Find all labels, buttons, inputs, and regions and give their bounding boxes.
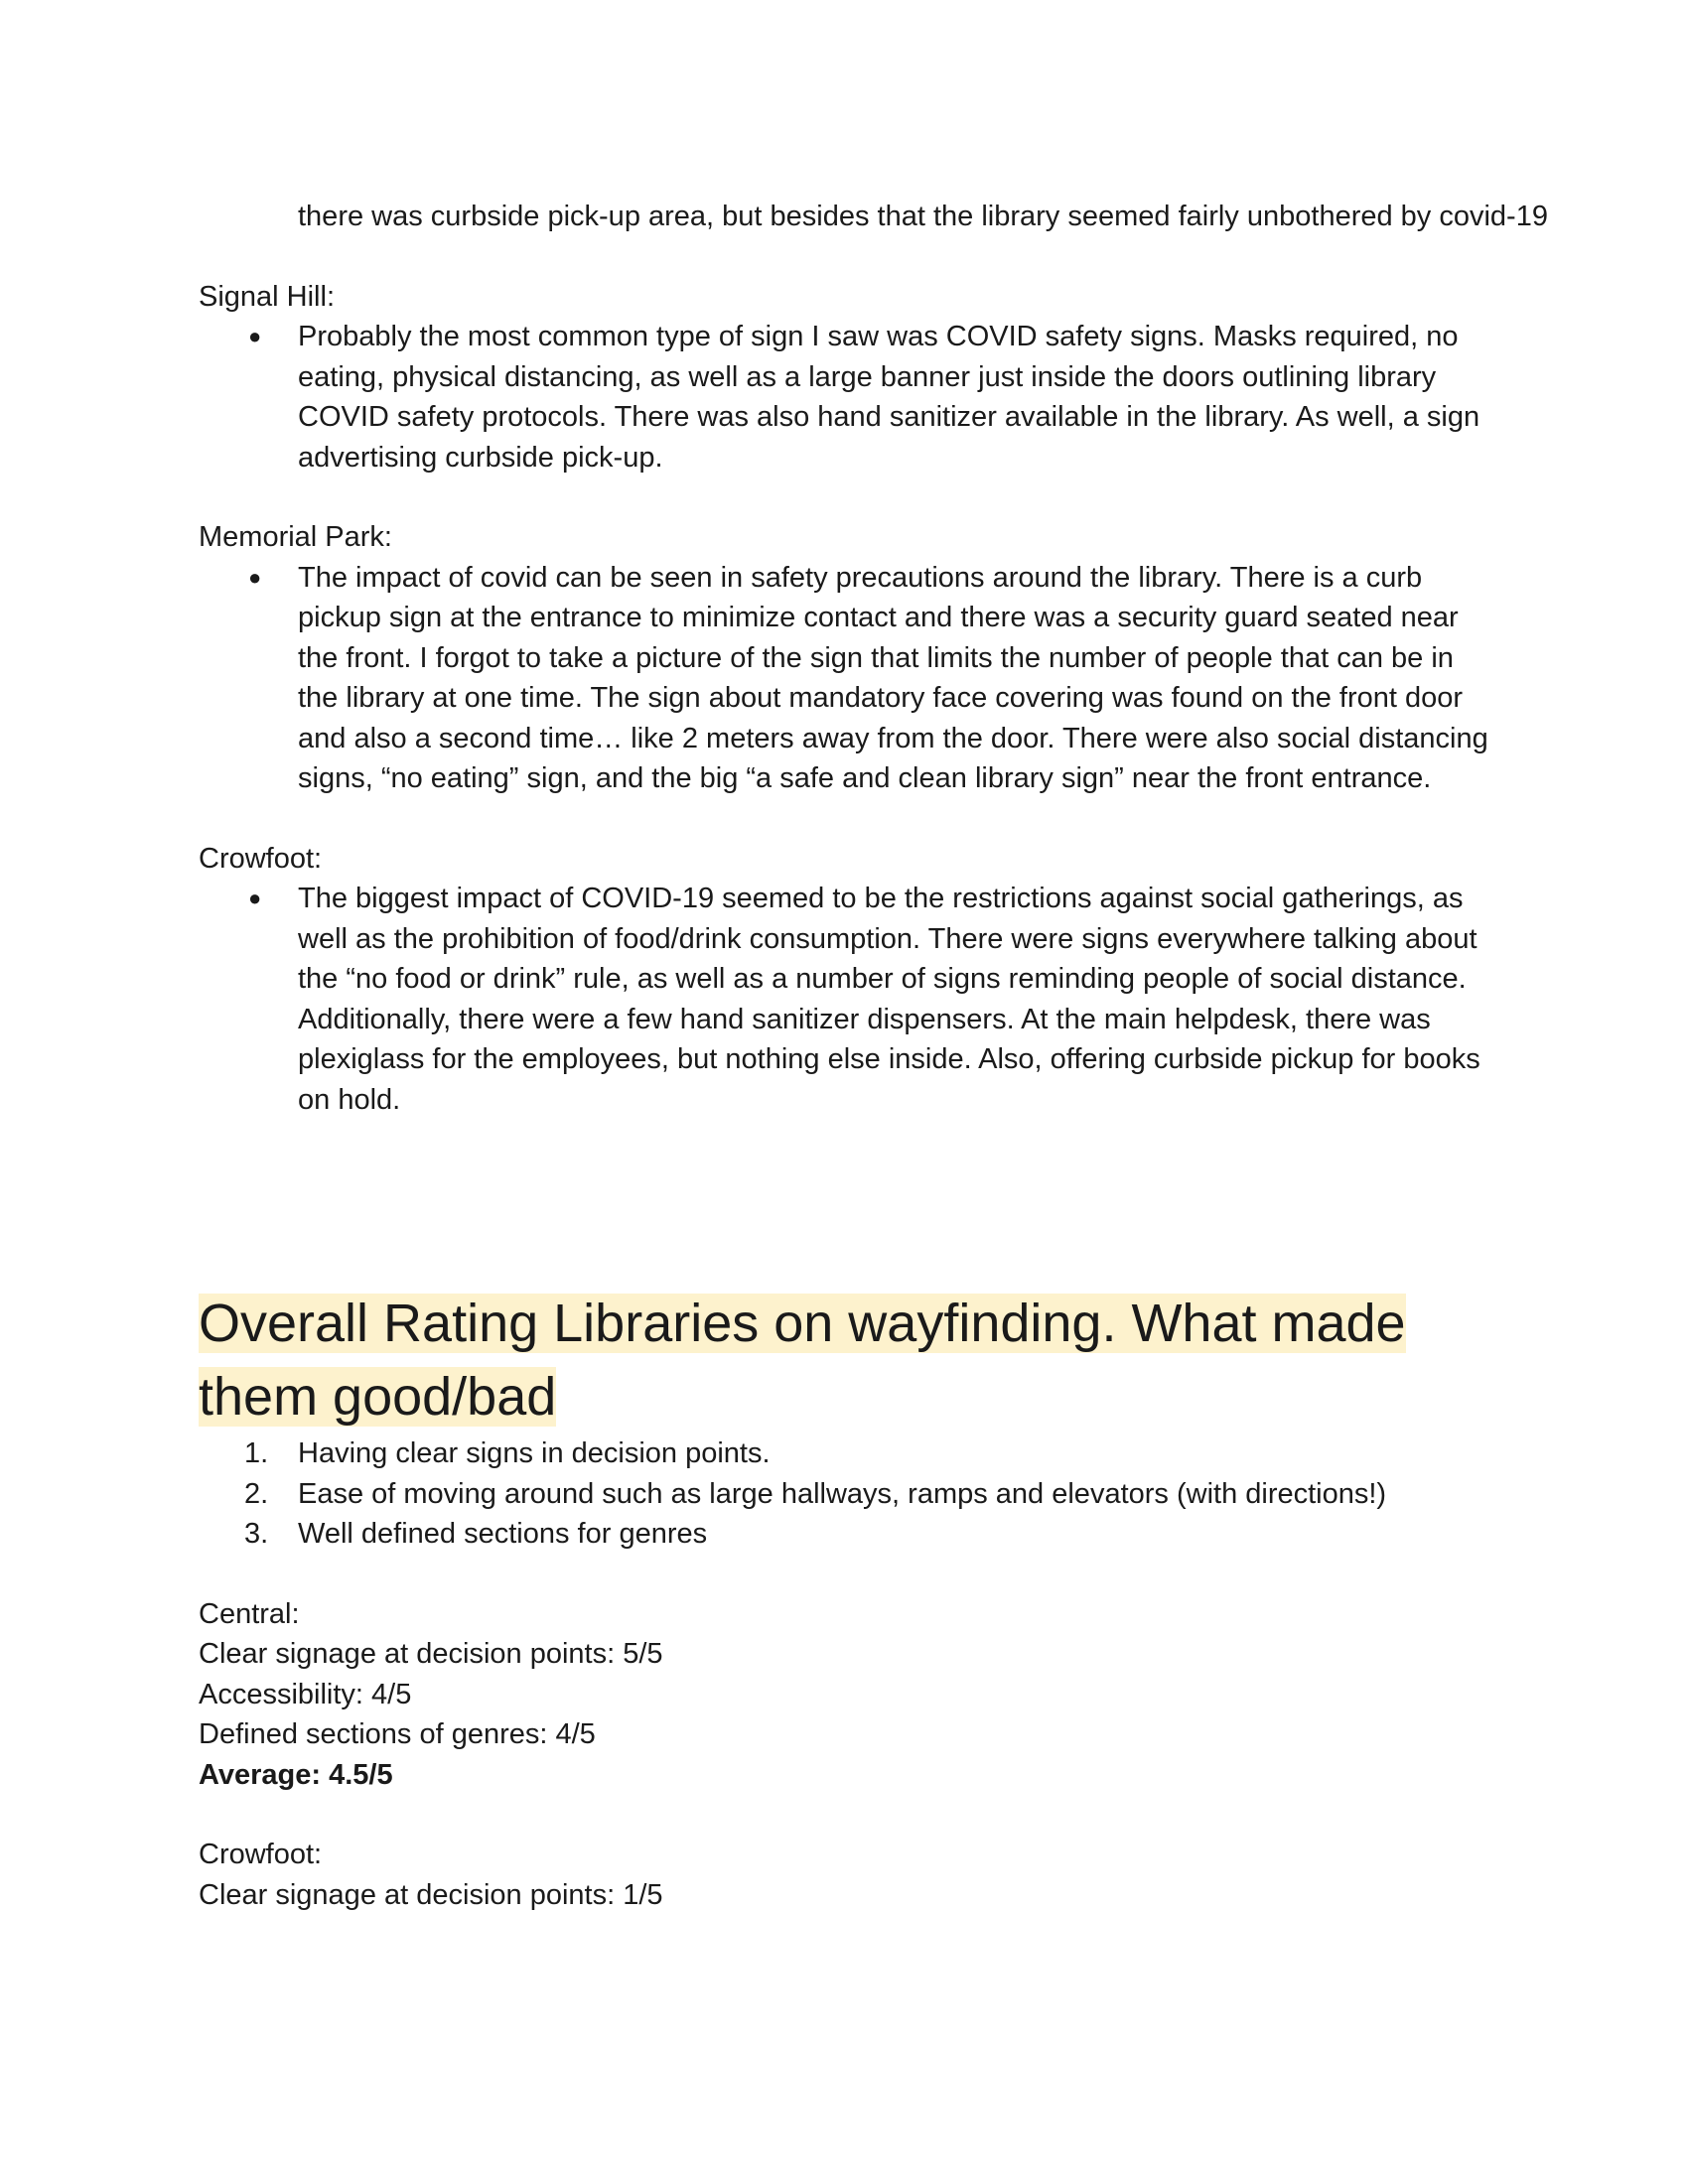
list-number: 3. bbox=[244, 1518, 269, 1550]
crowfoot-list bbox=[199, 879, 1489, 1120]
rating-heading bbox=[199, 1287, 1489, 1433]
list-item bbox=[199, 1514, 1489, 1555]
section-label-memorial-park: Memorial Park: bbox=[199, 521, 392, 553]
document-body bbox=[199, 197, 1548, 1915]
rating-sections-central: Defined sections of genres: 4/5 bbox=[199, 1718, 596, 1750]
section-label-signal-hill: Signal Hill: bbox=[199, 280, 335, 313]
criteria-list bbox=[199, 1433, 1489, 1555]
list-item-text: The biggest impact of COVID-19 seemed to be the restrictions against social gatherings, as well as the prohibition of food/drink consumption. There were signs everywhere talking about the “no food or drink” rule, as well as a number of signs reminding people of social distance. Additionally, there were a few hand sanitizer dispensers. At the main helpdesk, there was plexiglass for the employees, but nothing else inside. Also, offering curbside pickup for books on hold. bbox=[298, 883, 1480, 1116]
bullet-icon: ● bbox=[248, 886, 262, 910]
rating-label-central: Central: bbox=[199, 1597, 300, 1630]
continued-bullet-text: there was curbside pick-up area, but besides that the library seemed fairly unbothered by covid-19 bbox=[298, 201, 1548, 232]
rating-signage-crowfoot: Clear signage at decision points: 1/5 bbox=[199, 1878, 663, 1911]
rating-accessibility-central: Accessibility: 4/5 bbox=[199, 1678, 412, 1710]
memorial-park-list bbox=[199, 558, 1489, 799]
bullet-icon: ● bbox=[248, 564, 262, 590]
rating-average-central: Average: 4.5/5 bbox=[199, 1758, 393, 1791]
list-item-text: Having clear signs in decision points. bbox=[298, 1437, 771, 1469]
list-item bbox=[199, 558, 1489, 799]
section-label-crowfoot: Crowfoot: bbox=[199, 842, 323, 875]
rating-signage-central: Clear signage at decision points: 5/5 bbox=[199, 1638, 663, 1670]
list-item bbox=[199, 317, 1489, 478]
list-number: 2. bbox=[244, 1477, 269, 1510]
signal-hill-list bbox=[199, 317, 1489, 478]
list-item-text: The impact of covid can be seen in safety precautions around the library. There is a curb pickup sign at the entrance to minimize contact and there was a security guard seated near the front. I forgot to take a picture of the sign that limits the number of people that can be in the library at one time. The sign about mandatory face covering was found on the front door and also a second time… like 2 meters away from the door. There were also social distancing signs, “no eating” sign, and the big “a safe and clean library sign” near the front entrance. bbox=[298, 561, 1488, 794]
list-item bbox=[199, 1433, 1489, 1474]
bullet-icon: ● bbox=[248, 324, 262, 348]
list-item-text: Ease of moving around such as large hallways, ramps and elevators (with directions!) bbox=[298, 1477, 1387, 1510]
rating-label-crowfoot: Crowfoot: bbox=[199, 1839, 323, 1870]
list-item bbox=[199, 1474, 1489, 1515]
list-item-text: Well defined sections for genres bbox=[298, 1518, 708, 1550]
rating-heading-line-1: Overall Rating Libraries on wayfinding. What made bbox=[199, 1294, 1406, 1353]
rating-heading-line-2: them good/bad bbox=[199, 1367, 557, 1427]
list-item-text: Probably the most common type of sign I saw was COVID safety signs. Masks required, no eating, physical distancing, as well as a large banner just inside the doors outlining library COVID safety protocols. There was also hand sanitizer available in the library. As well, a sign advertising curbside pick-up. bbox=[298, 321, 1480, 474]
list-number: 1. bbox=[244, 1437, 269, 1469]
list-item bbox=[199, 879, 1489, 1120]
